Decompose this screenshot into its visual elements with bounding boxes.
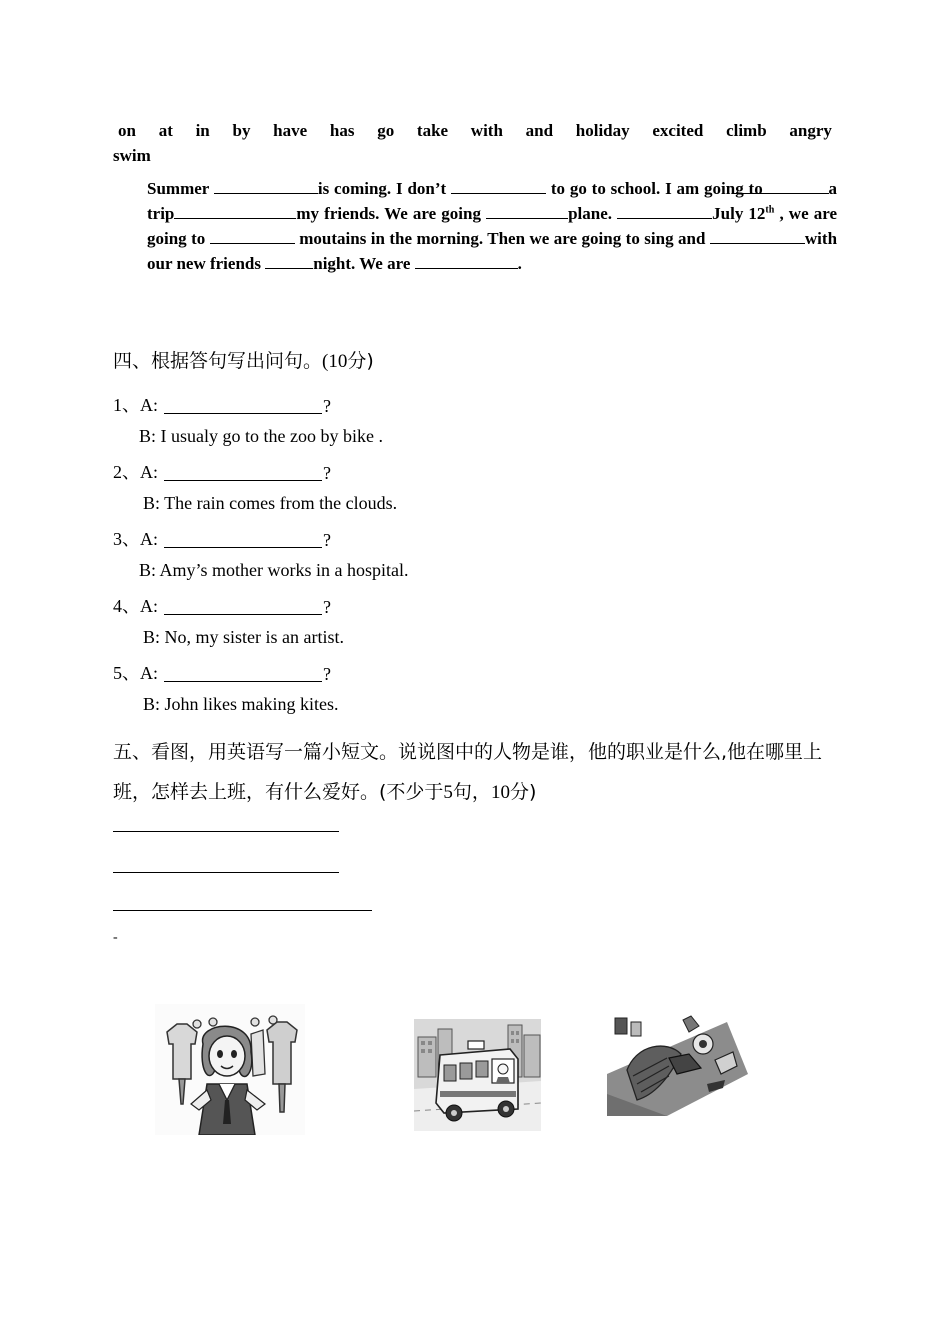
word-bank-item: excited bbox=[652, 121, 704, 140]
section-4-title bbox=[113, 346, 374, 373]
answer-sentence: B: I usualy go to the zoo by bike . bbox=[139, 426, 383, 446]
word-bank-row bbox=[113, 118, 837, 143]
answer-sentence: B: No, my sister is an artist. bbox=[143, 627, 344, 647]
word-bank-item: on bbox=[118, 121, 136, 140]
kite-making-illustration bbox=[607, 1014, 748, 1116]
passage-segment: moutains in the morning. Then we are going to sing and bbox=[299, 229, 706, 248]
blank-line bbox=[265, 253, 313, 269]
section-4-heading: 四、根据答句写出问句。 bbox=[113, 350, 323, 372]
writing-line bbox=[113, 831, 339, 832]
answer-blank bbox=[164, 598, 322, 615]
answer-sentence: B: Amy’s mother works in a hospital. bbox=[139, 560, 409, 580]
superscript-th: th bbox=[765, 204, 775, 216]
word-bank-item: at bbox=[158, 121, 173, 140]
question-mark: ? bbox=[323, 530, 331, 550]
question-mark: ? bbox=[323, 597, 331, 617]
section-4-score: (10 bbox=[322, 351, 348, 372]
dash-mark: - bbox=[113, 930, 118, 945]
section-4-score-unit: 分) bbox=[347, 350, 374, 372]
answer-sentence: B: John likes making kites. bbox=[143, 694, 339, 714]
passage-segment: is coming. I don’t bbox=[317, 179, 447, 198]
question-item-4 bbox=[113, 592, 344, 647]
answer-blank bbox=[164, 464, 322, 481]
passage-segment: a trip bbox=[147, 179, 838, 223]
answer-blank bbox=[164, 665, 322, 682]
question-number: 5、A: bbox=[113, 663, 158, 683]
writing-line bbox=[113, 910, 372, 911]
cloze-passage bbox=[113, 176, 837, 276]
blank-line bbox=[415, 253, 518, 269]
word-bank-item: angry bbox=[789, 121, 832, 140]
word-bank bbox=[113, 118, 837, 168]
passage-segment: , we are going to bbox=[147, 204, 837, 248]
passage-segment: plane. bbox=[568, 204, 613, 223]
word-bank-item: go bbox=[377, 121, 395, 140]
word-bank-item: with bbox=[470, 121, 503, 140]
question-mark: ? bbox=[323, 463, 331, 483]
question-number: 2、A: bbox=[113, 462, 158, 482]
blank-line bbox=[451, 178, 546, 194]
question-number: 4、A: bbox=[113, 596, 158, 616]
passage-segment: my friends. We are going bbox=[296, 204, 481, 223]
section-5-line-2 bbox=[113, 772, 839, 813]
question-number: 3、A: bbox=[113, 529, 158, 549]
question-item-1 bbox=[113, 391, 383, 446]
passage-segment: to go to school. I am going to bbox=[550, 179, 763, 198]
writing-line bbox=[113, 872, 339, 873]
blank-line bbox=[210, 228, 295, 244]
question-item-5 bbox=[113, 659, 339, 714]
blank-line bbox=[617, 203, 712, 219]
passage-segment: . bbox=[517, 254, 522, 273]
question-mark: ? bbox=[323, 396, 331, 416]
tailor-woman-illustration bbox=[155, 1004, 305, 1135]
question-number: 1、A: bbox=[113, 395, 158, 415]
s5-text: 句， bbox=[452, 781, 491, 803]
word-bank-item: in bbox=[195, 121, 210, 140]
blank-line bbox=[710, 228, 805, 244]
question-item-2 bbox=[113, 458, 398, 513]
answer-blank bbox=[164, 531, 322, 548]
question-mark: ? bbox=[323, 664, 331, 684]
section-5-line-1: 五、看图，用英语写一篇小短文。说说图中的人物是谁，他的职业是什么,他在哪里上 bbox=[113, 741, 823, 763]
blank-line bbox=[174, 203, 296, 219]
passage-text bbox=[113, 176, 837, 276]
passage-segment: July 12 bbox=[712, 204, 766, 223]
question-item-3 bbox=[113, 525, 409, 580]
section-5-instructions bbox=[113, 732, 839, 813]
answer-blank bbox=[164, 397, 322, 414]
blank-line bbox=[214, 178, 318, 194]
s5-text: 分) bbox=[509, 781, 537, 803]
s5-number: 10 bbox=[490, 782, 510, 803]
word-bank-item: take bbox=[416, 121, 449, 140]
word-bank-item: have bbox=[273, 121, 308, 140]
word-bank-item: by bbox=[232, 121, 251, 140]
passage-segment: night. We are bbox=[313, 254, 411, 273]
s5-number: 5 bbox=[443, 782, 453, 803]
blank-line bbox=[486, 203, 568, 219]
word-bank-item: and bbox=[525, 121, 554, 140]
passage-segment: Summer bbox=[147, 179, 210, 198]
word-bank-item: has bbox=[329, 121, 355, 140]
word-bank-last-word: swim bbox=[113, 146, 151, 165]
word-bank-item: climb bbox=[726, 121, 767, 140]
word-bank-item: holiday bbox=[575, 121, 630, 140]
answer-sentence: B: The rain comes from the clouds. bbox=[143, 493, 398, 513]
blank-line bbox=[734, 178, 829, 194]
passage-segment: with our new friends bbox=[147, 229, 838, 273]
s5-text: 班，怎样去上班，有什么爱好。(不少于 bbox=[113, 781, 444, 803]
bus-illustration bbox=[414, 1019, 541, 1131]
